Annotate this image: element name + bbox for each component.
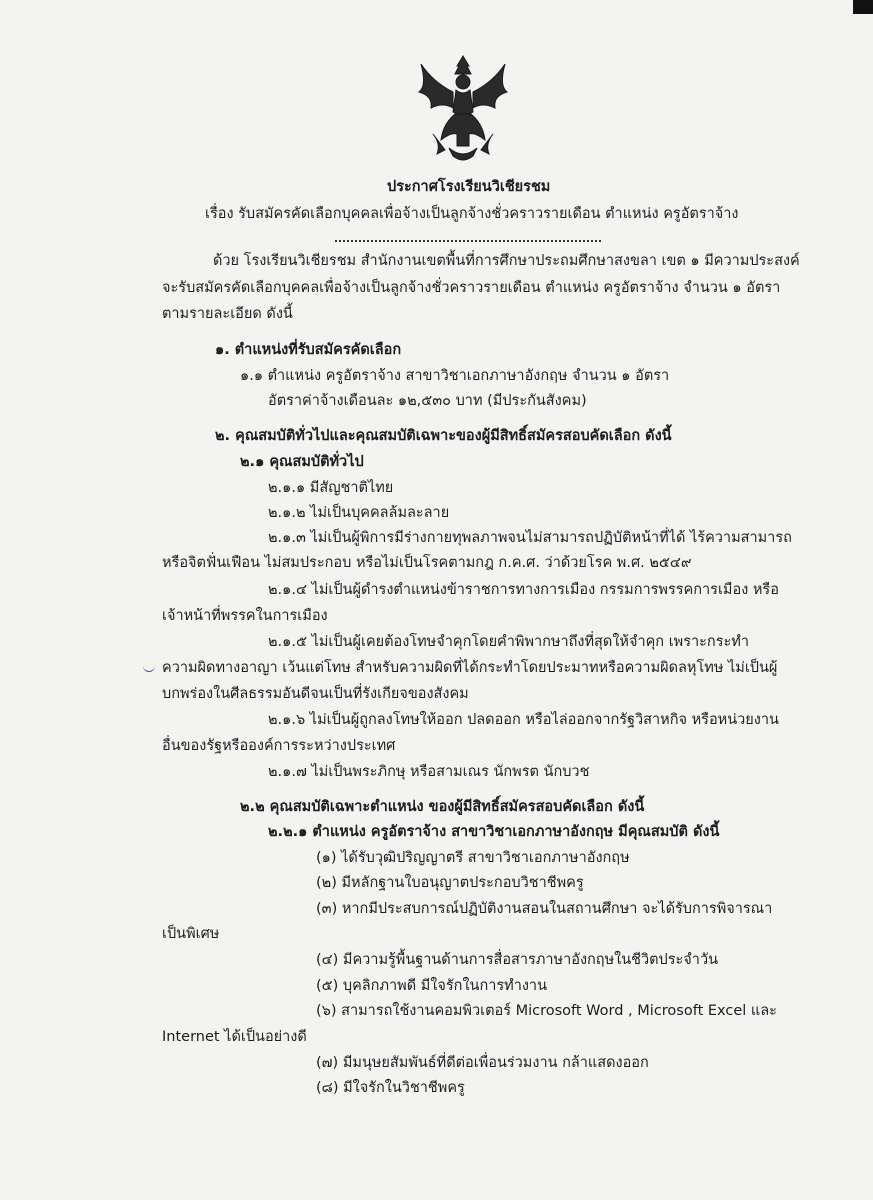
general-item: ๒.๑.๗ ไม่เป็นพระภิกษุ หรือสามเณร นักพรต นักบวช [268,764,590,780]
section-2-2-heading: ๒.๒ คุณสมบัติเฉพาะตำแหน่ง ของผู้มีสิทธิ์สมัครสอบคัดเลือก ดังนี้ [240,799,645,815]
specific-item: (๖) สามารถใช้งานคอมพิวเตอร์ Microsoft Word , Microsoft Excel และ [316,1003,777,1019]
general-item: ๒.๑.๕ ไม่เป็นผู้เคยต้องโทษจำคุกโดยคำพิพากษาถึงที่สุดให้จำคุก เพราะกระทำ [268,634,749,650]
general-item: ๒.๑.๖ ไม่เป็นผู้ถูกลงโทษให้ออก ปลดออก หรือไล่ออกจากรัฐวิสาหกิจ หรือหน่วยงาน [268,712,779,728]
intro-line-2: จะรับสมัครคัดเลือกบุคคลเพื่อจ้างเป็นลูกจ้างชั่วคราวรายเดือน ตำแหน่ง ครูอัตราจ้าง จำนวน ๑ อัตรา [162,280,781,296]
specific-item: (๓) หากมีประสบการณ์ปฏิบัติงานสอนในสถานศึกษา จะได้รับการพิจารณา [316,901,773,917]
general-item-cont: ความผิดทางอาญา เว้นแต่โทษ สำหรับความผิดที่ได้กระทำโดยประมาทหรือความผิดลหุโทษ ไม่เป็นผู้ [162,660,778,676]
specific-item: (๘) มีใจรักในวิชาชีพครู [316,1080,465,1096]
garuda-emblem-icon [413,52,513,164]
general-item-cont: หรือจิตฟั่นเฟือน ไม่สมประกอบ หรือไม่เป็นโรคตามกฎ ก.ค.ศ. ว่าด้วยโรค พ.ศ. ๒๕๔๙ [162,555,692,571]
general-item-cont: อื่นของรัฐหรือองค์การระหว่างประเทศ [162,738,396,754]
specific-item: (๗) มีมนุษยสัมพันธ์ที่ดีต่อเพื่อนร่วมงาน กล้าแสดงออก [316,1055,649,1071]
general-item: ๒.๑.๑ มีสัญชาติไทย [268,480,394,496]
general-item-cont: เจ้าหน้าที่พรรคในการเมือง [162,608,328,624]
section-1-line-2: อัตราค่าจ้างเดือนละ ๑๒,๕๓๐ บาท (มีประกันสังคม) [268,393,587,409]
general-item: ๒.๑.๓ ไม่เป็นผู้พิการมีร่างกายทุพลภาพจนไม่สามารถปฏิบัติหน้าที่ได้ ไร้ความสามารถ [268,530,792,546]
intro-line-1: ด้วย โรงเรียนวิเชียรชม สำนักงานเขตพื้นที่การศึกษาประถมศึกษาสงขลา เขต ๑ มีความประสงค์ [213,253,800,269]
general-item-cont: บกพร่องในศีลธรรมอันดีจนเป็นที่รังเกียจของสังคม [162,686,469,702]
specific-item: (๒) มีหลักฐานใบอนุญาตประกอบวิชาชีพครู [316,875,584,891]
announcement-subject: เรื่อง รับสมัครคัดเลือกบุคคลเพื่อจ้างเป็นลูกจ้างชั่วคราวรายเดือน ตำแหน่ง ครูอัตราจ้าง [205,206,739,222]
dotted-divider [335,240,601,242]
section-2-2-1-heading: ๒.๒.๑ ตำแหน่ง ครูอัตราจ้าง สาขาวิชาเอกภาษาอังกฤษ มีคุณสมบัติ ดังนี้ [268,824,720,840]
specific-item: (๕) บุคลิกภาพดี มีใจรักในการทำงาน [316,978,547,994]
specific-item: (๑) ได้รับวุฒิปริญญาตรี สาขาวิชาเอกภาษาอังกฤษ [316,850,630,866]
intro-line-3: ตามรายละเอียด ดังนี้ [162,306,293,322]
section-1-heading: ๑. ตำแหน่งที่รับสมัครคัดเลือก [215,342,402,358]
specific-item-cont: เป็นพิเศษ [162,926,220,942]
specific-item-cont: Internet ได้เป็นอย่างดี [162,1029,307,1045]
pen-mark [143,665,155,672]
general-item: ๒.๑.๔ ไม่เป็นผู้ดำรงตำแหน่งข้าราชการทางการเมือง กรรมการพรรคการเมือง หรือ [268,582,779,598]
general-item: ๒.๑.๒ ไม่เป็นบุคคลล้มละลาย [268,505,450,521]
announcement-title: ประกาศโรงเรียนวิเชียรชม [387,179,551,195]
section-2-1-heading: ๒.๑ คุณสมบัติทั่วไป [240,454,364,470]
section-1-line-1: ๑.๑ ตำแหน่ง ครูอัตราจ้าง สาขาวิชาเอกภาษาอังกฤษ จำนวน ๑ อัตรา [240,368,670,384]
scan-edge-mark [853,0,873,14]
section-2-heading: ๒. คุณสมบัติทั่วไปและคุณสมบัติเฉพาะของผู้มีสิทธิ์สมัครสอบคัดเลือก ดังนี้ [215,428,672,444]
specific-item: (๔) มีความรู้พื้นฐานด้านการสื่อสารภาษาอังกฤษในชีวิตประจำวัน [316,952,718,968]
